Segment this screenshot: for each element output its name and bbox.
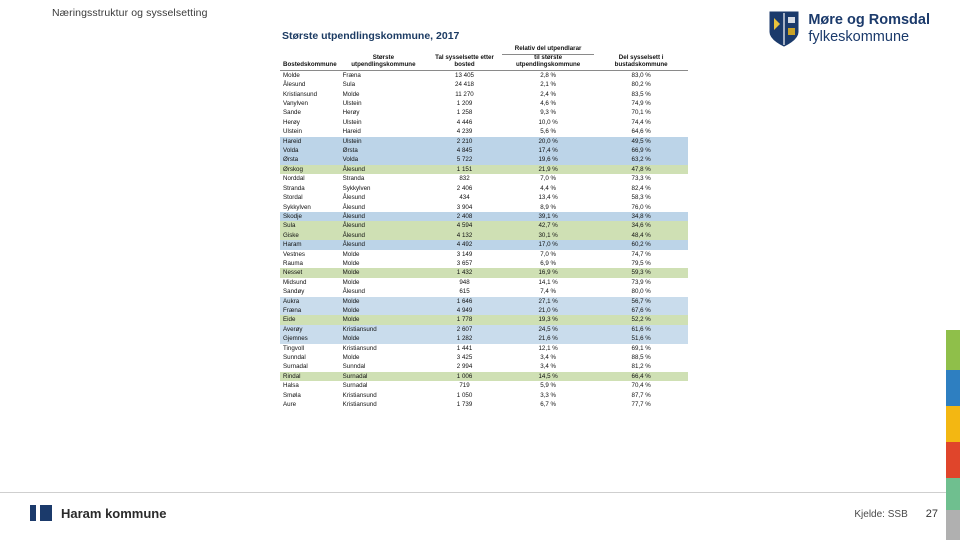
table-cell: 7,0 % bbox=[540, 250, 557, 258]
table-cell: Vestnes bbox=[283, 250, 306, 258]
table-cell: 2,4 % bbox=[540, 90, 557, 98]
table-cell: Herøy bbox=[283, 118, 300, 126]
table-cell: 719 bbox=[459, 382, 470, 390]
table-cell: 66,9 % bbox=[631, 147, 651, 155]
table-cell: Kristiansund bbox=[342, 344, 377, 352]
table-cell: Kristiansund bbox=[283, 90, 318, 98]
table-cell: Halsa bbox=[283, 382, 299, 390]
table-cell: Surnadal bbox=[342, 372, 368, 380]
table-group-header: Relativ del utpendlarar bbox=[502, 46, 594, 54]
table-cell: 3 425 bbox=[456, 354, 473, 361]
table-row bbox=[280, 297, 688, 306]
page-title: Næringsstruktur og sysselsetting bbox=[52, 7, 208, 19]
table-cell: 4 492 bbox=[456, 241, 473, 249]
table-cell: 7,0 % bbox=[540, 175, 557, 183]
table-cell: Ørsta bbox=[283, 156, 299, 164]
table-row bbox=[280, 165, 688, 174]
footer-divider bbox=[0, 492, 946, 493]
table-cell: 1 050 bbox=[456, 391, 473, 399]
page-number: 27 bbox=[925, 508, 938, 520]
table-cell: Ulstein bbox=[342, 137, 362, 145]
table-cell: Kristiansund bbox=[342, 325, 377, 333]
table-cell: 20,0 % bbox=[538, 137, 558, 145]
table-cell: Ålesund bbox=[342, 212, 366, 220]
table-cell: 3 904 bbox=[456, 203, 473, 211]
table-cell: 87,7 % bbox=[631, 391, 651, 399]
table-cell: 73,3 % bbox=[631, 175, 651, 183]
table-cell: 58,3 % bbox=[631, 194, 651, 202]
table-cell: Rauma bbox=[283, 259, 303, 267]
table-cell: Sykkylven bbox=[283, 203, 311, 211]
table-cell: 14,5 % bbox=[538, 372, 558, 380]
table-cell: Gjemnes bbox=[283, 335, 308, 343]
table-row bbox=[280, 306, 688, 315]
table-cell: 67,6 % bbox=[631, 306, 651, 314]
table-cell: Ålesund bbox=[342, 288, 366, 296]
table-cell: Sande bbox=[283, 109, 301, 117]
table-row bbox=[280, 362, 688, 371]
table-cell: Ulstein bbox=[283, 128, 302, 136]
table-row bbox=[280, 353, 688, 362]
table-cell: 1 209 bbox=[456, 100, 473, 108]
table-cell: 4 845 bbox=[456, 147, 473, 155]
table-cell: Tingvoll bbox=[283, 344, 305, 352]
table-cell: Smøla bbox=[283, 391, 301, 399]
table-cell: 17,4 % bbox=[538, 147, 558, 155]
table-cell: Rindal bbox=[283, 372, 301, 380]
table-cell: Sandøy bbox=[283, 288, 305, 296]
table-cell: Molde bbox=[342, 269, 360, 277]
table-cell: 74,9 % bbox=[631, 100, 651, 108]
pendling-table bbox=[280, 46, 688, 409]
table-cell: 6,7 % bbox=[540, 401, 557, 409]
table-row bbox=[280, 118, 688, 127]
table-cell: 69,1 % bbox=[631, 344, 651, 352]
table-row bbox=[280, 70, 688, 80]
table-cell: 4,6 % bbox=[540, 100, 557, 108]
table-cell: Molde bbox=[342, 306, 360, 314]
table-row bbox=[280, 250, 688, 259]
table-cell: 59,3 % bbox=[631, 269, 651, 277]
table-cell: 30,1 % bbox=[538, 231, 558, 239]
table-cell: 4 132 bbox=[456, 231, 473, 239]
table-cell: Stordal bbox=[283, 194, 303, 202]
pendling-table-block bbox=[280, 30, 688, 409]
table-cell: Molde bbox=[342, 354, 360, 361]
table-cell: 60,2 % bbox=[631, 241, 651, 249]
table-cell: Ålesund bbox=[342, 241, 366, 249]
table-row bbox=[280, 99, 688, 108]
table-row bbox=[280, 184, 688, 193]
table-cell: 13,4 % bbox=[538, 194, 558, 202]
table-cell: 10,0 % bbox=[538, 118, 558, 126]
logo-line-2: fylkeskommune bbox=[808, 29, 910, 45]
table-cell: 4 239 bbox=[456, 128, 473, 136]
table-cell: 63,2 % bbox=[631, 156, 651, 164]
table-row bbox=[280, 381, 688, 390]
table-cell: 1 006 bbox=[456, 372, 473, 380]
table-row bbox=[280, 325, 688, 334]
table-cell: 11 270 bbox=[455, 90, 474, 98]
table-cell: 1 646 bbox=[456, 297, 473, 305]
table-row bbox=[280, 174, 688, 183]
table-cell: Herøy bbox=[342, 109, 360, 117]
table-cell: Stranda bbox=[283, 184, 305, 192]
table-cell: Kristiansund bbox=[342, 401, 377, 409]
table-cell: 56,7 % bbox=[631, 297, 651, 305]
table-cell: 64,6 % bbox=[631, 128, 651, 136]
col-header-del-bustadskommune: Del sysselsett i bustadskommune bbox=[594, 54, 688, 70]
table-cell: 615 bbox=[459, 288, 470, 296]
table-cell: Molde bbox=[342, 250, 360, 258]
table-cell: 83,0 % bbox=[631, 71, 651, 79]
table-cell: 19,6 % bbox=[538, 156, 558, 164]
table-cell: 34,6 % bbox=[631, 222, 651, 230]
table-cell: 66,4 % bbox=[631, 372, 651, 380]
logo bbox=[768, 10, 930, 48]
table-cell: 5,9 % bbox=[540, 382, 557, 390]
table-cell: 2 408 bbox=[456, 212, 473, 220]
table-cell: Ålesund bbox=[342, 165, 366, 173]
table-cell: 16,9 % bbox=[538, 269, 558, 277]
table-row bbox=[280, 146, 688, 155]
table-cell: 1 282 bbox=[456, 335, 473, 343]
col-header-storste-utpendlingskommune: Største utpendlingskommune bbox=[340, 54, 428, 70]
table-row bbox=[280, 80, 688, 89]
table-cell: Midsund bbox=[283, 278, 307, 286]
table-cell: 1 739 bbox=[456, 401, 473, 409]
table-cell: 70,1 % bbox=[631, 109, 651, 117]
col-header-bostedskommune: Bostedskommune bbox=[280, 54, 340, 70]
logo-line-1: Møre og Romsdal bbox=[808, 12, 930, 29]
table-cell: 8,9 % bbox=[540, 203, 557, 211]
flag-icon bbox=[30, 505, 52, 521]
table-cell: 2,8 % bbox=[540, 71, 557, 79]
table-cell: 4 446 bbox=[456, 118, 473, 126]
table-cell: Hareid bbox=[342, 128, 361, 136]
table-row bbox=[280, 231, 688, 240]
table-cell: 27,1 % bbox=[538, 297, 558, 305]
table-cell: Ulstein bbox=[342, 100, 362, 108]
table-cell: 1 432 bbox=[456, 269, 473, 277]
table-row bbox=[280, 90, 688, 99]
table-cell: 832 bbox=[459, 175, 470, 183]
table-cell: 24,5 % bbox=[538, 325, 558, 333]
table-cell: Sula bbox=[283, 222, 296, 230]
table-cell: Aukra bbox=[283, 297, 300, 305]
table-cell: Volda bbox=[283, 147, 299, 155]
table-header-row bbox=[280, 54, 688, 70]
table-cell: 13 405 bbox=[455, 71, 474, 79]
table-cell: Hareid bbox=[283, 137, 302, 145]
table-cell: 76,0 % bbox=[631, 203, 651, 211]
table-cell: 3,3 % bbox=[540, 391, 557, 399]
table-row bbox=[280, 315, 688, 324]
table-cell: Surnadal bbox=[342, 382, 368, 390]
table-cell: 70,4 % bbox=[631, 382, 651, 390]
table-cell: Nesset bbox=[283, 269, 303, 277]
table-cell: 6,9 % bbox=[540, 259, 557, 267]
table-cell: 948 bbox=[459, 278, 470, 286]
table-cell: Ålesund bbox=[342, 203, 366, 211]
table-cell: 1 441 bbox=[456, 344, 473, 352]
table-cell: 39,1 % bbox=[538, 212, 558, 220]
table-cell: Molde bbox=[342, 90, 360, 98]
table-cell: 12,1 % bbox=[538, 344, 558, 352]
table-cell: Ålesund bbox=[342, 194, 366, 202]
table-cell: 434 bbox=[459, 194, 470, 202]
table-row bbox=[280, 259, 688, 268]
table-cell: Sula bbox=[342, 81, 356, 89]
table-cell: Giske bbox=[283, 231, 299, 239]
table-cell: Molde bbox=[283, 71, 300, 79]
table-cell: 21,0 % bbox=[538, 306, 558, 314]
table-cell: 52,2 % bbox=[631, 316, 651, 324]
table-cell: 79,5 % bbox=[631, 259, 651, 267]
table-row bbox=[280, 221, 688, 230]
table-cell: 5 722 bbox=[456, 156, 473, 164]
table-cell: Averøy bbox=[283, 325, 303, 333]
table-cell: 74,4 % bbox=[631, 118, 651, 126]
footer-branding bbox=[30, 505, 166, 521]
table-cell: Fræna bbox=[342, 71, 361, 79]
decorative-color-strip bbox=[946, 0, 960, 540]
table-row bbox=[280, 372, 688, 381]
table-row bbox=[280, 193, 688, 202]
table-cell: 77,7 % bbox=[631, 401, 651, 409]
table-cell: 9,3 % bbox=[540, 109, 557, 117]
table-title: Største utpendlingskommune, 2017 bbox=[282, 30, 460, 42]
table-cell: Molde bbox=[342, 278, 360, 286]
table-cell: 3 149 bbox=[456, 250, 473, 258]
source-label: Kjelde: SSB bbox=[854, 509, 908, 520]
table-cell: 2 994 bbox=[456, 363, 473, 371]
table-cell: 7,4 % bbox=[540, 288, 557, 296]
heraldic-shield-icon bbox=[768, 10, 800, 48]
table-cell: Molde bbox=[342, 297, 360, 305]
table-cell: 5,6 % bbox=[540, 128, 557, 136]
table-row bbox=[280, 278, 688, 287]
col-header-rel-storste: til største utpendlingskommune bbox=[502, 54, 594, 70]
table-cell: 48,4 % bbox=[631, 231, 651, 239]
table-row bbox=[280, 203, 688, 212]
table-cell: 4 949 bbox=[456, 306, 473, 314]
table-cell: Sunndal bbox=[283, 354, 306, 361]
table-cell: 2 607 bbox=[456, 325, 473, 333]
table-cell: 82,4 % bbox=[631, 184, 651, 192]
table-row bbox=[280, 334, 688, 343]
table-cell: 24 418 bbox=[455, 81, 474, 89]
table-row bbox=[280, 137, 688, 146]
table-cell: Kristiansund bbox=[342, 391, 377, 399]
table-cell: 42,7 % bbox=[538, 222, 558, 230]
table-cell: 73,9 % bbox=[631, 278, 651, 286]
table-cell: Stranda bbox=[342, 175, 365, 183]
table-body bbox=[280, 70, 688, 409]
table-cell: Sykkylven bbox=[342, 184, 371, 192]
table-row bbox=[280, 344, 688, 353]
table-cell: 3 657 bbox=[456, 259, 473, 267]
table-cell: 47,8 % bbox=[631, 165, 651, 173]
table-cell: 4,4 % bbox=[540, 184, 557, 192]
table-cell: Volda bbox=[342, 156, 359, 164]
table-cell: 2 210 bbox=[456, 137, 473, 145]
table-cell: Skodje bbox=[283, 212, 302, 220]
table-row bbox=[280, 108, 688, 117]
table-cell: 81,2 % bbox=[631, 363, 651, 371]
table-row bbox=[280, 240, 688, 249]
table-cell: 17,0 % bbox=[538, 241, 558, 249]
table-cell: 49,5 % bbox=[631, 137, 651, 145]
table-cell: Molde bbox=[342, 259, 360, 267]
table-cell: Ålesund bbox=[342, 231, 366, 239]
table-cell: Surnadal bbox=[283, 363, 308, 371]
table-cell: 3,4 % bbox=[540, 363, 557, 371]
table-cell: 80,2 % bbox=[631, 81, 651, 89]
table-cell: 14,1 % bbox=[538, 278, 558, 286]
table-row bbox=[280, 287, 688, 296]
table-cell: 19,3 % bbox=[538, 316, 558, 324]
table-cell: 34,8 % bbox=[631, 212, 651, 220]
footer-meta bbox=[854, 508, 938, 520]
table-row bbox=[280, 391, 688, 400]
table-cell: Ulstein bbox=[342, 118, 362, 126]
table-cell: 74,7 % bbox=[631, 250, 651, 258]
table-cell: Fræna bbox=[283, 306, 302, 314]
table-cell: Aure bbox=[283, 401, 297, 409]
table-row bbox=[280, 155, 688, 164]
table-row bbox=[280, 400, 688, 409]
table-cell: 1 151 bbox=[456, 165, 473, 173]
table-cell: Molde bbox=[342, 335, 360, 343]
table-cell: 21,6 % bbox=[538, 335, 558, 343]
table-cell: Vanylven bbox=[283, 100, 308, 108]
table-cell: Haram bbox=[283, 241, 302, 249]
table-cell: 4 594 bbox=[456, 222, 473, 230]
table-cell: Norddal bbox=[283, 175, 305, 183]
table-cell: Ålesund bbox=[283, 81, 306, 89]
col-header-tal-sysselsette: Tal sysselsette etter bosted bbox=[427, 54, 502, 70]
table-cell: 88,5 % bbox=[631, 354, 651, 361]
table-cell: 61,6 % bbox=[631, 325, 651, 333]
table-cell: 21,9 % bbox=[538, 165, 558, 173]
table-cell: 83,5 % bbox=[631, 90, 651, 98]
table-cell: Molde bbox=[342, 316, 360, 324]
table-cell: 1 778 bbox=[456, 316, 473, 324]
table-cell: 2,1 % bbox=[540, 81, 557, 89]
footer-org-name: Haram kommune bbox=[61, 505, 167, 521]
table-cell: 2 406 bbox=[456, 184, 473, 192]
table-cell: 51,6 % bbox=[631, 335, 651, 343]
table-cell: Ørsta bbox=[342, 147, 358, 155]
table-cell: Eide bbox=[283, 316, 296, 324]
table-cell: Ørskog bbox=[283, 165, 303, 173]
table-cell: 3,4 % bbox=[540, 354, 557, 361]
table-cell: Ålesund bbox=[342, 222, 366, 230]
table-row bbox=[280, 212, 688, 221]
table-cell: 1 258 bbox=[456, 109, 473, 117]
table-row bbox=[280, 268, 688, 277]
table-cell: 80,0 % bbox=[631, 288, 651, 296]
table-row bbox=[280, 127, 688, 136]
table-cell: Sunndal bbox=[342, 363, 366, 371]
